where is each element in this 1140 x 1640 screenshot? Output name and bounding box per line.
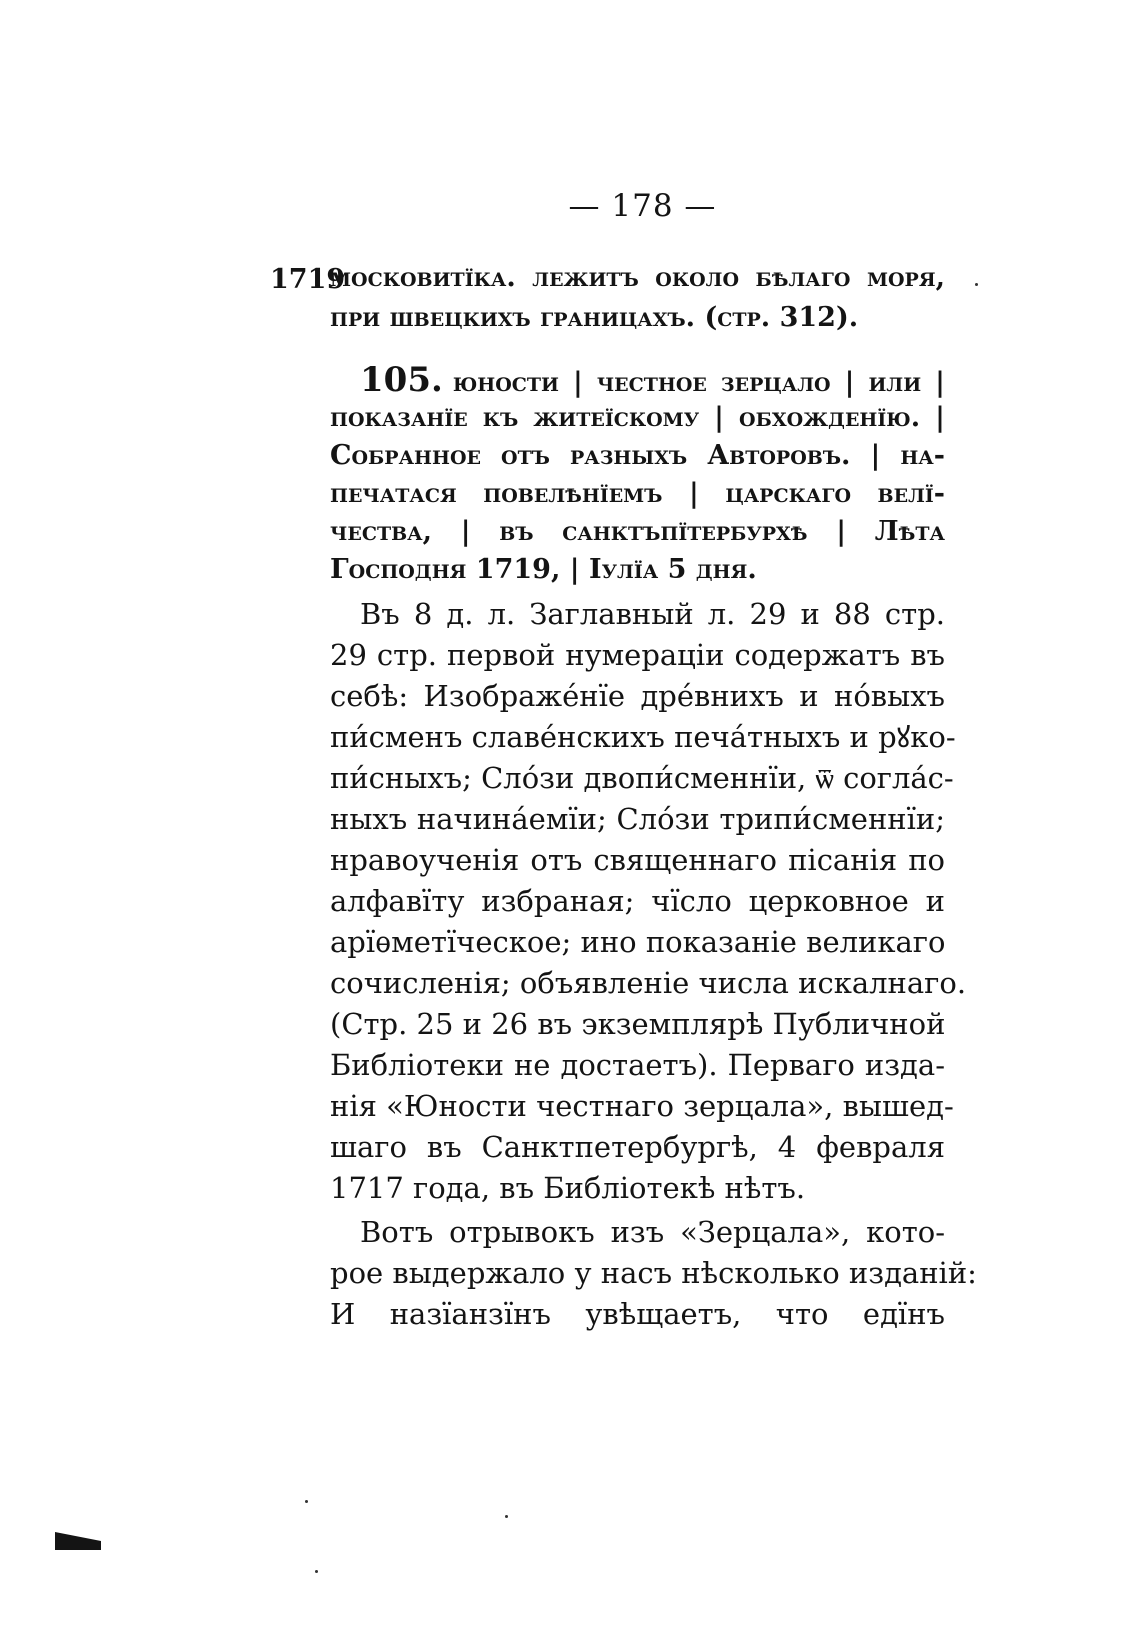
description-line-12: Библіотеки не достаетъ). Перваго изда- xyxy=(330,1048,945,1082)
entry-title-line-1: юности | честное зерцало | или | xyxy=(452,367,945,398)
description-line-10: сочисленія; объявленіе числа искалнаго. xyxy=(330,966,967,1000)
entry-title-line-3: Собранное отъ разныхъ Авторовъ. | на- xyxy=(330,440,945,471)
scan-speck xyxy=(305,1500,308,1503)
entry-number: 105. xyxy=(360,360,443,400)
page-number: — 178 — xyxy=(568,188,717,224)
description-line-2: 29 стр. первой нумераціи содержатъ въ xyxy=(330,638,945,672)
description-line-9: арїѳметїческое; ино показаніе великаго xyxy=(330,925,946,959)
header-line-1: московитїка. лежитъ около бѣлаго моря, xyxy=(330,262,945,293)
description-line-7: нравоученія отъ священнаго пісанія по xyxy=(330,843,945,877)
description-line-15: 1717 года, въ Библіотекѣ нѣтъ. xyxy=(330,1171,806,1205)
description-line-4: пи́сменъ славе́нскихъ печа́тныхъ и рꙋко- xyxy=(330,720,956,754)
entry-title-line-2: показанїе къ житеїскому | обхожденїю. | xyxy=(330,402,945,433)
description-line-1: Въ 8 д. л. Заглавный л. 29 и 88 стр. xyxy=(360,597,945,631)
scan-speck xyxy=(975,283,978,286)
description-line-14: шаго въ Санктпетербургѣ, 4 февраля xyxy=(330,1130,945,1164)
scan-artifact-mark xyxy=(55,1532,101,1550)
description-line-5: пи́сныхъ; Сло́зи двопи́сменнїи, ѿ согла́с- xyxy=(330,761,954,795)
entry-title-line-5: чества, | въ санктъпїтербурхѣ | Лѣта xyxy=(330,516,945,547)
description-line-13: нія «Юности честнаго зерцала», вышед- xyxy=(330,1089,954,1123)
scan-speck xyxy=(505,1515,508,1518)
description-line-8: алфавїту избраная; чїсло церковное и xyxy=(330,884,945,918)
scan-speck xyxy=(315,1570,318,1573)
entry-title-first-line xyxy=(360,360,945,403)
description-line-6: ныхъ начина́емїи; Сло́зи трипи́сменнїи; xyxy=(330,802,945,836)
description-line-11: (Стр. 25 и 26 въ экземплярѣ Публичной xyxy=(330,1007,946,1041)
description-line-3: себѣ: Изображе́нїе дре́вниxъ и но́выхъ xyxy=(330,679,945,713)
closing-line-2: рое выдержало у насъ нѣсколько изданій: xyxy=(330,1256,977,1290)
closing-line-3: И назїанзїнъ увѣщаетъ, что едїнъ xyxy=(330,1297,945,1331)
header-line-2: при швецкихъ границахъ. (стр. 312). xyxy=(330,302,859,333)
margin-year: 1719 xyxy=(270,264,346,295)
entry-title-line-4: печатася повелѣнїемъ | царскаго велї- xyxy=(330,478,945,509)
closing-line-1: Вотъ отрывокъ изъ «Зерцала», кото- xyxy=(360,1215,945,1249)
entry-title-line-6: Господня 1719, | Iулїа 5 дня. xyxy=(330,554,757,585)
